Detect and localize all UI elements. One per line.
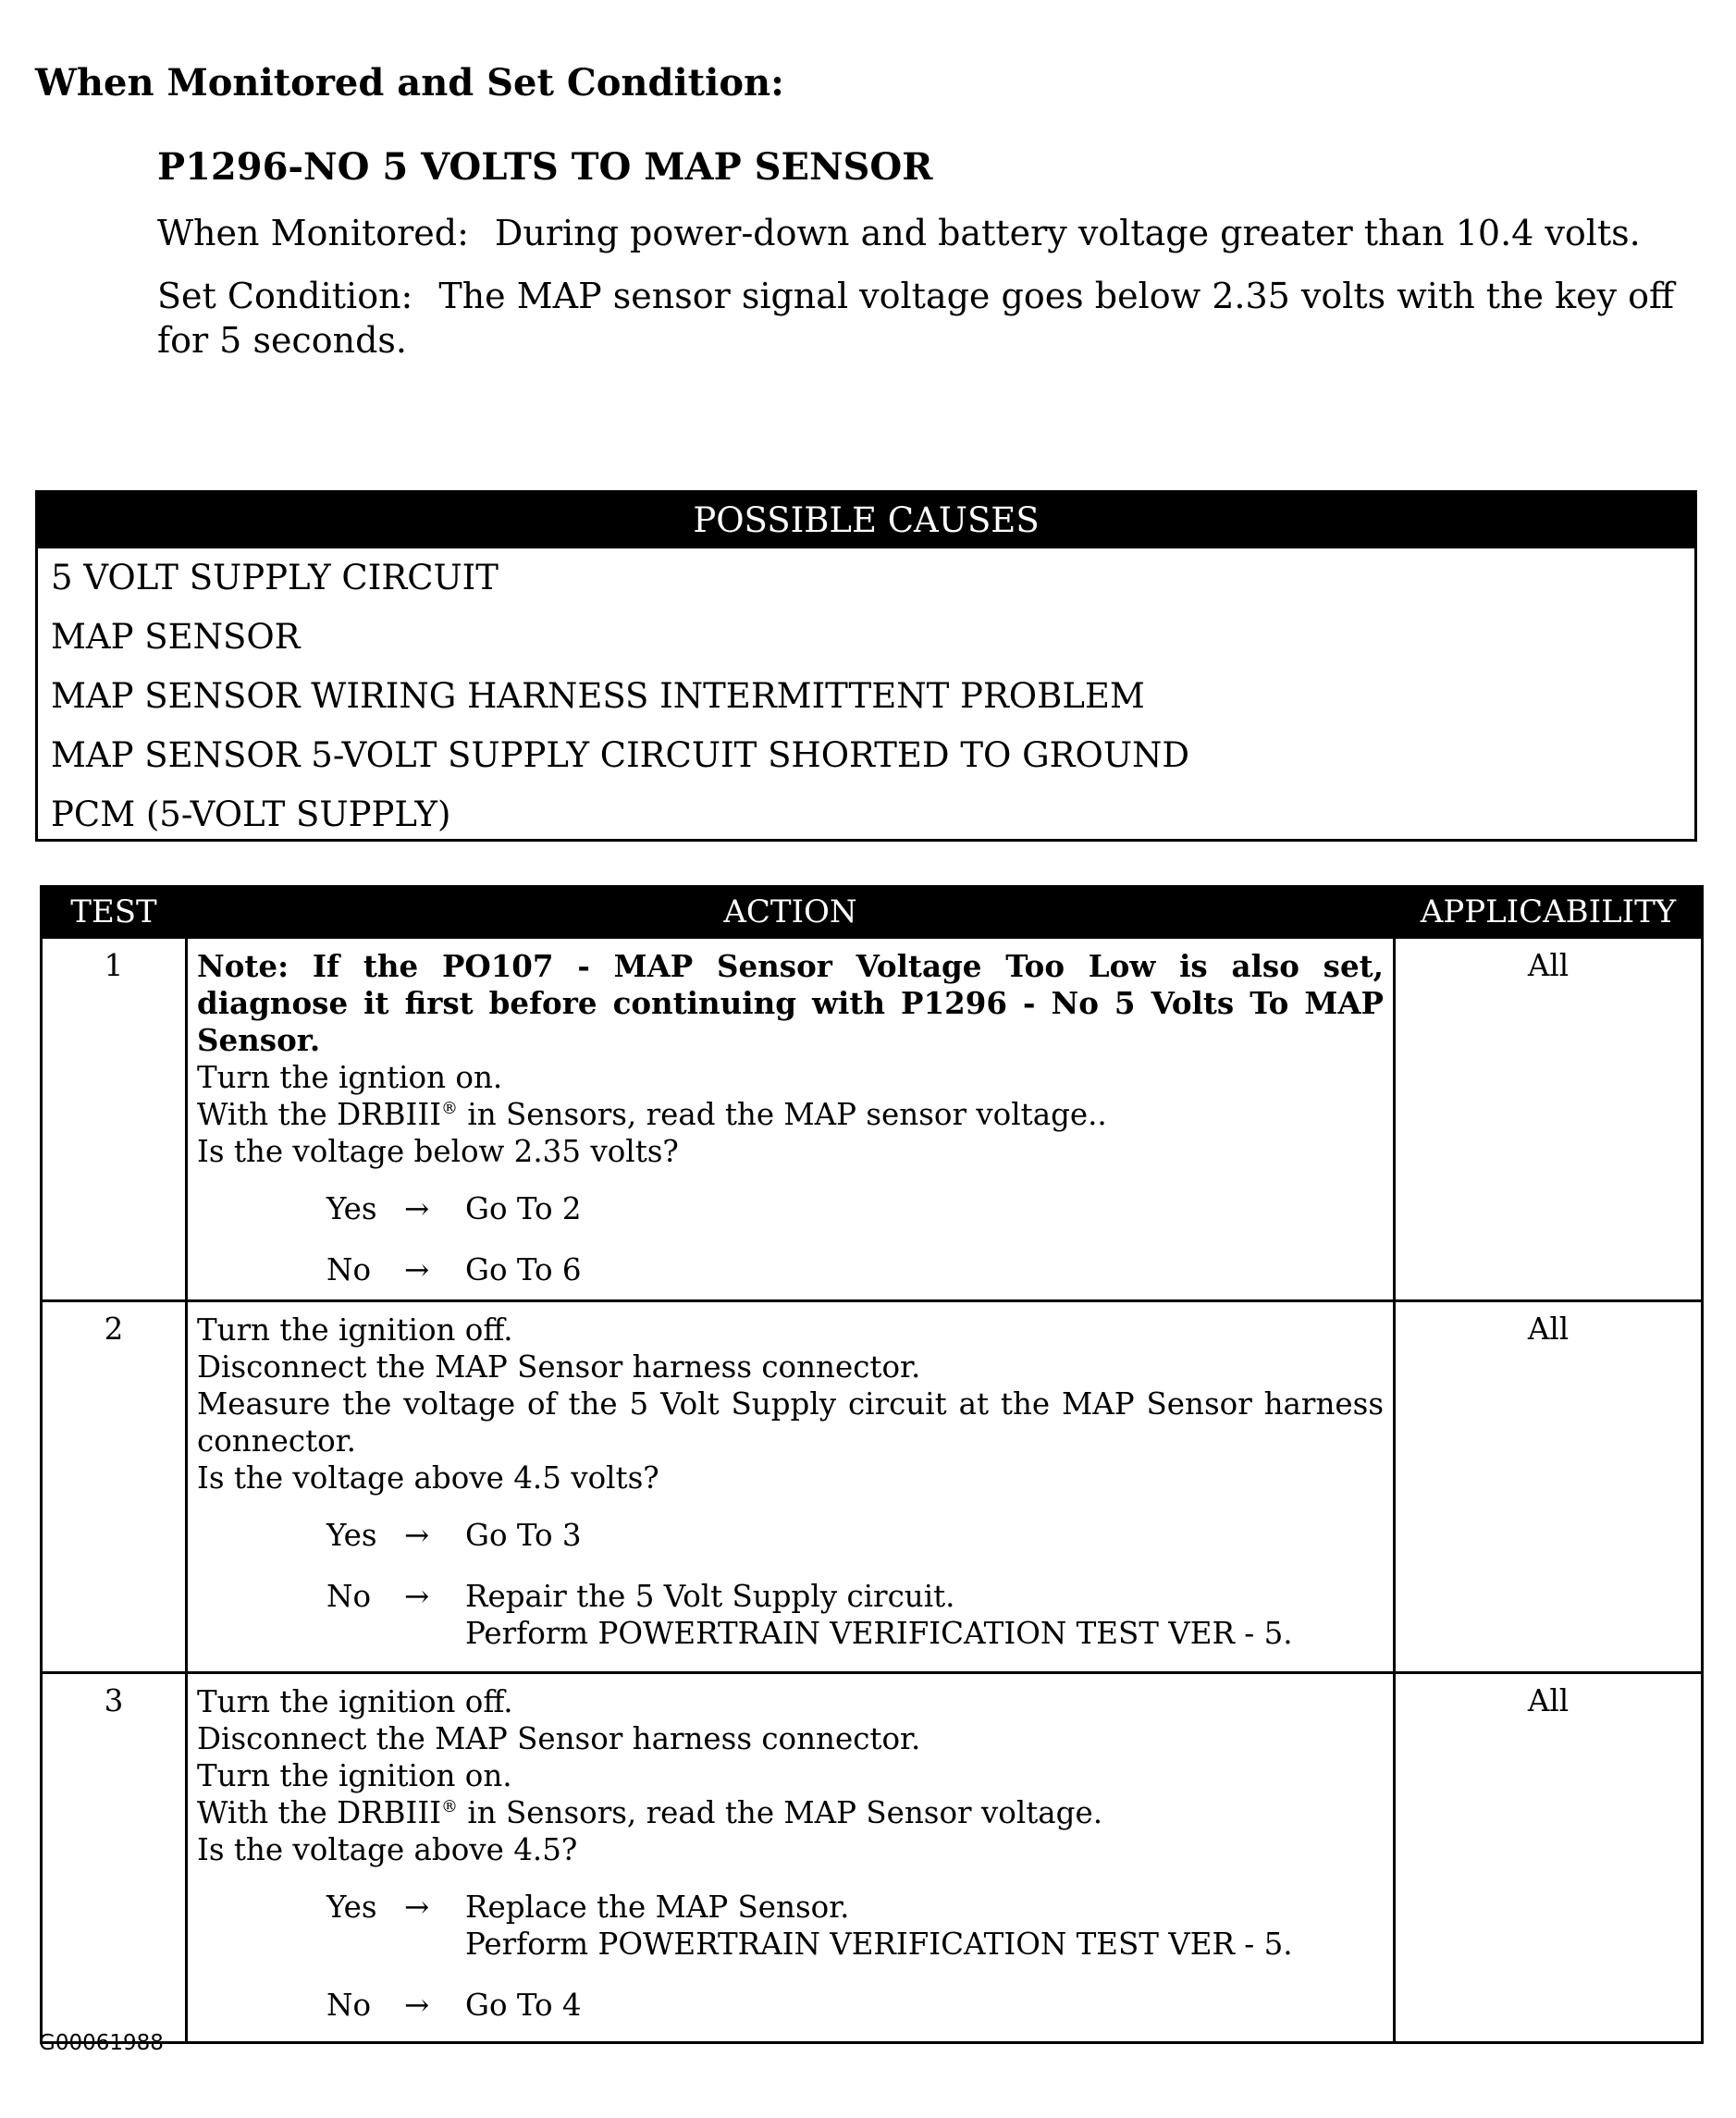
diagnostic-test-table bbox=[40, 885, 1704, 2044]
test-applicability: All bbox=[1395, 1673, 1703, 2043]
branch-result bbox=[465, 1251, 1384, 1288]
cause-item: MAP SENSOR WIRING HARNESS INTERMITTENT PROBLEM bbox=[51, 676, 1145, 716]
arrow-icon: → bbox=[404, 1252, 430, 1287]
test-note: Note: If the PO107 - MAP Sensor Voltage Too Low is also set, diagnose it first before continuing with P1296 - No 5 Volts To MAP Sensor. bbox=[197, 948, 1384, 1058]
branch-result-line: Replace the MAP Sensor. bbox=[465, 1890, 850, 1925]
section-heading: When Monitored and Set Condition: bbox=[35, 61, 784, 105]
branch-yes bbox=[197, 1517, 1384, 1554]
test-number: 2 bbox=[42, 1301, 187, 1673]
branch-result-line: Perform POWERTRAIN VERIFICATION TEST VER - 5. bbox=[465, 1927, 1293, 1962]
when-monitored-line bbox=[157, 211, 1711, 255]
column-header-applicability: APPLICABILITY bbox=[1395, 887, 1703, 938]
branch-result bbox=[465, 1517, 1384, 1554]
branch-no bbox=[197, 1578, 1384, 1652]
branch-result bbox=[465, 1578, 1384, 1652]
action-line: Turn the igntion on. bbox=[197, 1060, 503, 1095]
branch-result bbox=[465, 1889, 1384, 1963]
action-line: Is the voltage above 4.5 volts? bbox=[197, 1460, 659, 1496]
cause-item: MAP SENSOR bbox=[51, 617, 301, 657]
when-monitored-text: During power-down and battery voltage greater than 10.4 volts. bbox=[494, 213, 1641, 253]
branch-no bbox=[197, 1987, 1384, 2024]
action-line bbox=[197, 1794, 1384, 1831]
arrow-icon: → bbox=[404, 1890, 430, 1925]
branch-list bbox=[197, 1889, 1384, 2024]
arrow-icon: → bbox=[404, 1518, 430, 1553]
action-line: Is the voltage below 2.35 volts? bbox=[197, 1134, 679, 1169]
registered-mark: ® bbox=[441, 1099, 459, 1119]
branch-label: Yes bbox=[326, 1191, 377, 1226]
action-line: Disconnect the MAP Sensor harness connector. bbox=[197, 1349, 921, 1385]
branch-label: Yes bbox=[326, 1518, 377, 1553]
branch-result bbox=[465, 1190, 1384, 1227]
action-line: Disconnect the MAP Sensor harness connector. bbox=[197, 1721, 921, 1756]
possible-causes-header: POSSIBLE CAUSES bbox=[38, 493, 1694, 548]
test-action bbox=[187, 938, 1395, 1301]
registered-mark: ® bbox=[441, 1797, 459, 1817]
possible-causes-box bbox=[35, 490, 1697, 842]
set-condition-text: The MAP sensor signal voltage goes below 2.35 volts with the key off for 5 seconds. bbox=[157, 276, 1674, 361]
action-line-text: in Sensors, read the MAP sensor voltage.. bbox=[458, 1097, 1107, 1132]
branch-list bbox=[197, 1190, 1384, 1288]
branch-label: Yes bbox=[326, 1890, 377, 1925]
arrow-icon: → bbox=[404, 1191, 430, 1226]
cause-item: MAP SENSOR 5-VOLT SUPPLY CIRCUIT SHORTED TO GROUND bbox=[51, 735, 1190, 775]
test-number: 3 bbox=[42, 1673, 187, 2043]
cause-item: 5 VOLT SUPPLY CIRCUIT bbox=[51, 558, 499, 597]
branch-result-line: Go To 2 bbox=[465, 1191, 582, 1226]
branch-result-line: Repair the 5 Volt Supply circuit. bbox=[465, 1579, 955, 1614]
table-row bbox=[42, 938, 1703, 1301]
branch-result bbox=[465, 1987, 1384, 2024]
action-line bbox=[197, 1096, 1384, 1133]
action-line: Measure the voltage of the 5 Volt Supply circuit at the MAP Sensor harness connector. bbox=[197, 1386, 1384, 1459]
branch-result-line: Go To 3 bbox=[465, 1518, 582, 1553]
branch-label: No bbox=[326, 1988, 372, 2023]
action-line: Turn the ignition off. bbox=[197, 1684, 513, 1719]
test-applicability: All bbox=[1395, 1301, 1703, 1673]
action-line-text: in Sensors, read the MAP Sensor voltage. bbox=[458, 1795, 1103, 1830]
figure-id: G00061988 bbox=[39, 2031, 164, 2055]
column-header-test: TEST bbox=[42, 887, 187, 938]
set-condition-label: Set Condition: bbox=[157, 276, 413, 316]
when-monitored-label: When Monitored: bbox=[157, 213, 469, 253]
test-number: 1 bbox=[42, 938, 187, 1301]
arrow-icon: → bbox=[404, 1579, 430, 1614]
branch-result-line: Perform POWERTRAIN VERIFICATION TEST VER - 5. bbox=[465, 1616, 1293, 1651]
branch-list bbox=[197, 1517, 1384, 1652]
cause-item: PCM (5-VOLT SUPPLY) bbox=[51, 794, 451, 834]
branch-no bbox=[197, 1251, 1384, 1288]
action-line: Turn the ignition off. bbox=[197, 1312, 513, 1348]
test-action bbox=[187, 1673, 1395, 2043]
branch-label: No bbox=[326, 1252, 372, 1287]
action-line: Turn the ignition on. bbox=[197, 1758, 512, 1793]
action-line: Is the voltage above 4.5? bbox=[197, 1832, 578, 1867]
branch-result-line: Go To 4 bbox=[465, 1988, 582, 2023]
branch-label: No bbox=[326, 1579, 372, 1614]
action-line-text: With the DRBIII bbox=[197, 1795, 442, 1830]
table-header-row bbox=[42, 887, 1703, 938]
action-line-text: With the DRBIII bbox=[197, 1097, 442, 1132]
test-action bbox=[187, 1301, 1395, 1673]
dtc-title: P1296-NO 5 VOLTS TO MAP SENSOR bbox=[157, 145, 933, 189]
test-applicability: All bbox=[1395, 938, 1703, 1301]
arrow-icon: → bbox=[404, 1988, 430, 2023]
branch-yes bbox=[197, 1889, 1384, 1963]
table-row bbox=[42, 1301, 1703, 1673]
table-row bbox=[42, 1673, 1703, 2043]
branch-result-line: Go To 6 bbox=[465, 1252, 582, 1287]
branch-yes bbox=[197, 1190, 1384, 1227]
set-condition-line bbox=[157, 274, 1711, 363]
column-header-action: ACTION bbox=[187, 887, 1395, 938]
